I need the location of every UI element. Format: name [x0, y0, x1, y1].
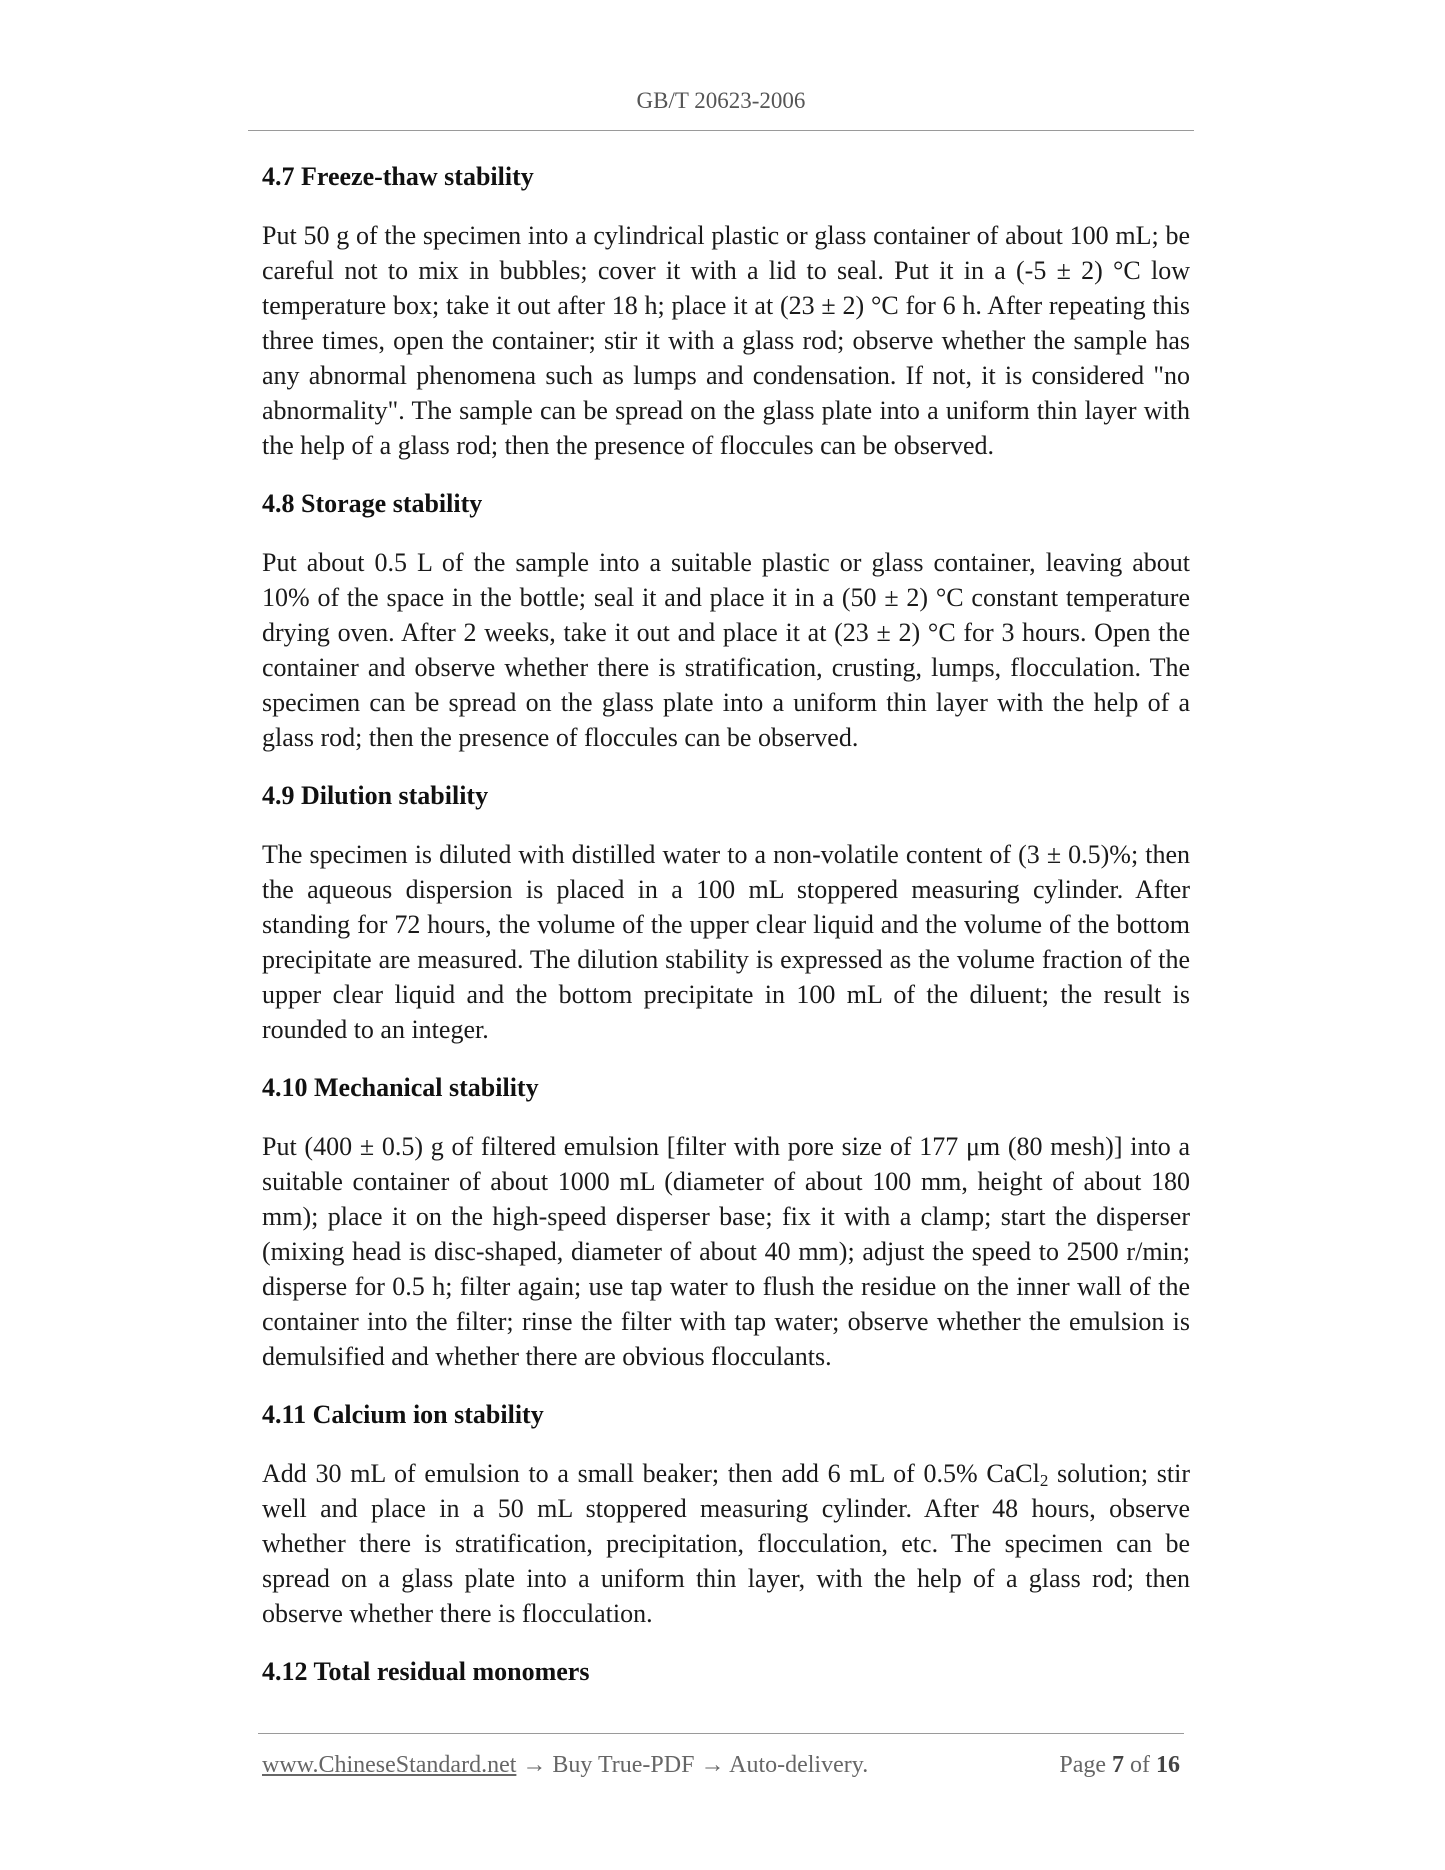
document-body [262, 156, 1190, 1693]
header-divider [248, 130, 1194, 131]
of-label: of [1130, 1752, 1150, 1778]
section-body-4-10: Put (400 ± 0.5) g of filtered emulsion [filter with pore size of 177 μm (80 mesh)] into a suitable container of about 1000 mL (diameter of about 100 mm, height of about 180 mm); place it on the high-speed disperser base; fix it with a clamp; start the disperser (mixing head is disc-shaped, diameter of about 40 mm); adjust the speed to 2500 r/min; disperse for 0.5 h; filter again; use tap water to flush the residue on the inner wall of the container into the filter; rinse the filter with tap water; observe whether the emulsion is demulsified and whether there are obvious flocculants. [262, 1132, 1190, 1371]
page-label: Page [1059, 1752, 1106, 1778]
total-pages-number: 16 [1156, 1752, 1180, 1778]
section-heading-4-9: 4.9 Dilution stability [262, 781, 489, 810]
section-heading-4-10: 4.10 Mechanical stability [262, 1073, 539, 1102]
document-footer [262, 1752, 1180, 1786]
section-body-4-11-text-post: solution; stir well and place in a 50 mL stoppered measuring cylinder. After 48 hours, observe whether there is stratification, precipitation, flocculation, etc. The specimen can be spread on a glass plate into a uniform thin layer, with the help of a glass rod; then observe whether there is flocculation. [262, 1459, 1190, 1628]
section-body-4-11 [262, 1456, 1190, 1631]
section-heading-4-8: 4.8 Storage stability [262, 489, 483, 518]
section-heading-4-11: 4.11 Calcium ion stability [262, 1400, 544, 1429]
page-indicator [1059, 1752, 1180, 1779]
website-link[interactable]: www.ChineseStandard.net [262, 1752, 517, 1778]
section-body-4-9: The specimen is diluted with distilled water to a non-volatile content of (3 ± 0.5)%; then the aqueous dispersion is placed in a 100 mL stoppered measuring cylinder. After standing for 72 hours, the volume of the upper clear liquid and the volume of the bottom precipitate are measured. The dilution stability is expressed as the volume fraction of the upper clear liquid and the bottom precipitate in 100 mL of the diluent; the result is rounded to an integer. [262, 840, 1190, 1044]
chemical-subscript: 2 [1039, 1471, 1049, 1490]
document-header: GB/T 20623-2006 [636, 88, 806, 113]
footer-divider [258, 1733, 1184, 1734]
section-body-4-8: Put about 0.5 L of the sample into a suitable plastic or glass container, leaving about 10% of the space in the bottle; seal it and place it in a (50 ± 2) °C constant temperature drying oven. After 2 weeks, take it out and place it at (23 ± 2) °C for 3 hours. Open the container and observe whether there is stratification, crusting, lumps, flocculation. The specimen can be spread on the glass plate into a uniform thin layer with the help of a glass rod; then the presence of floccules can be observed. [262, 548, 1190, 752]
section-body-4-7: Put 50 g of the specimen into a cylindrical plastic or glass container of about 100 mL; be careful not to mix in bubbles; cover it with a lid to seal. Put it in a (-5 ± 2) °C low temperature box; take it out after 18 h; place it at (23 ± 2) °C for 6 h. After repeating this three times, open the container; stir it with a glass rod; observe whether the sample has any abnormal phenomena such as lumps and condensation. If not, it is considered "no abnormality". The sample can be spread on the glass plate into a uniform thin layer with the help of a glass rod; then the presence of floccules can be observed. [262, 221, 1190, 460]
footer-tagline: → Buy True-PDF → Auto-delivery. [516, 1752, 869, 1778]
section-body-4-11-text-pre: Add 30 mL of emulsion to a small beaker; then add 6 mL of 0.5% CaCl [262, 1459, 1040, 1488]
section-heading-4-12: 4.12 Total residual monomers [262, 1657, 590, 1686]
current-page-number: 7 [1112, 1752, 1124, 1778]
footer-left [262, 1752, 868, 1779]
section-heading-4-7: 4.7 Freeze-thaw stability [262, 162, 534, 191]
